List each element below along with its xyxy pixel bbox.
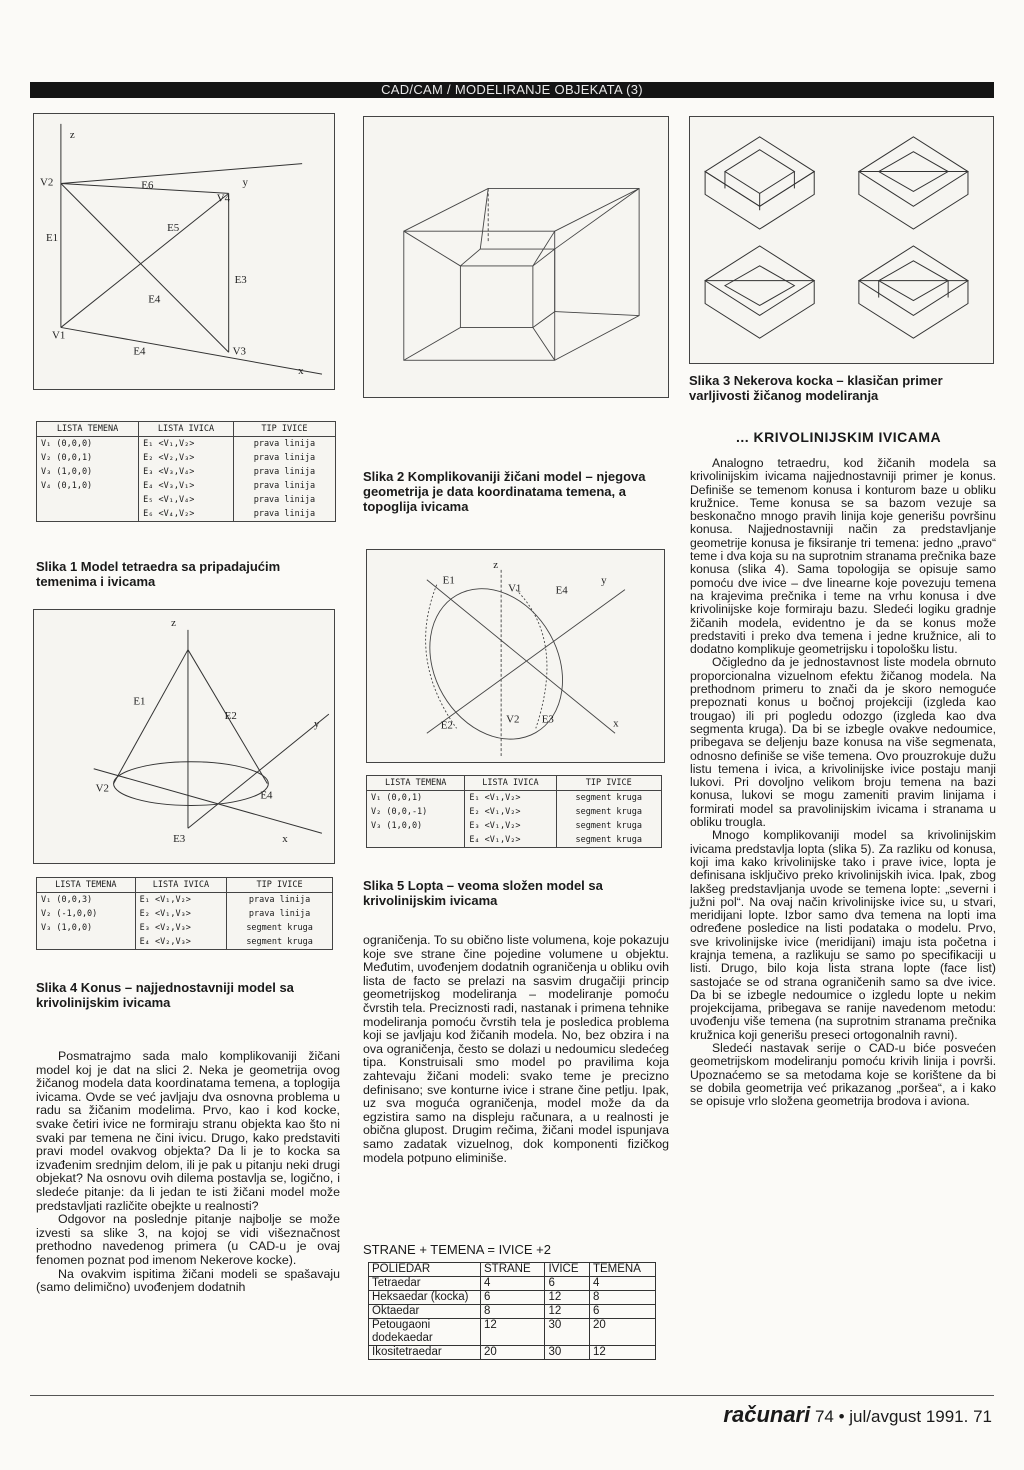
col-header: LISTA TEMENA bbox=[37, 878, 136, 893]
footer-rule bbox=[30, 1395, 994, 1396]
table-cell: prava linija bbox=[227, 893, 333, 908]
label-e3: E3 bbox=[173, 833, 186, 846]
label-e6: E6 bbox=[141, 179, 154, 192]
label-e3: E3 bbox=[541, 713, 554, 726]
label-e2: E2 bbox=[440, 719, 453, 732]
figure-1-caption: Slika 1 Model tetraedra sa pripadajućim temenima i ivicama bbox=[36, 559, 281, 589]
label-e4: E4 bbox=[555, 584, 568, 597]
table-cell: prava linija bbox=[233, 465, 335, 479]
table-cell: Ikositetraedar bbox=[369, 1346, 481, 1360]
table-cell: segment kruga bbox=[227, 921, 333, 935]
label-v2: V2 bbox=[40, 176, 54, 189]
label-x: x bbox=[613, 717, 619, 730]
table-cell: E₄ <V₁,V₂> bbox=[465, 833, 556, 848]
table-row bbox=[37, 479, 336, 493]
table-row bbox=[37, 493, 336, 507]
issue-info: 74 • jul/avgust 1991. 71 bbox=[814, 1407, 992, 1426]
paragraph: Očigledno da je jednostavnost liste modela obrnuto proporcionalna vizuelnom efektu žičanog modela. Na prethodnom primeru to znači da je skoro nemoguće prepoznati konus u bočnoj projekciji (izgleda kao trougao) ili pri pogledu odozgo (izgleda kao dva segmenta kruga). Da bi se izbegle ovakve nedoumice, pribegava se deljenju baze konusa na više segmenata, odnosno definiše se više temena. Ovo prouzrokuje dužu listu temena i ivica, a krivolinijske ivice postaju manji lukovi. Pri dovoljno velikom broju temena na bazi konusa, lukovi se mogu zameniti pravim linijama i formirati model sa pravolinijskim ivicama i stranama u obliku trougla. bbox=[690, 655, 996, 830]
table-cell: E₁ <V₁,V₂> bbox=[135, 893, 226, 908]
col-header: LISTA IVICA bbox=[135, 878, 226, 893]
label-v2: V2 bbox=[506, 713, 520, 726]
col-header: TIP IVICE bbox=[227, 878, 333, 893]
figure-5-table bbox=[366, 775, 662, 848]
paragraph: ograničenja. To su obično liste volumena, koje pokazuju koje sve strane čine pojedine volumene u objektu. Međutim, uvođenjem dodatnih ograničenja u obliku ovih lista de facto se prelazi na sasvim drugačiji princip geometrijskog modeliranja – modeliranje pomoću čvrstih tela. Preciznosti radi, nastanak i primena tehnike modeliranja pomoću čvrstih tela je posledica problema koji se javljaju kod žičanih modela. No, bez obzira i na ova ograničenja, često se dolazi u nedoumicu sledećeg tipa. Konstruisali smo model po pravilima koja zahtevaju žičani modeli: svako teme je precizno definisano; sve konturne ivice i strane čine petlju. Ipak, uz sva moguća ograničenja, model može da da egzistira samo na displeju računara, a u realnosti je obična glupost. Drugim rečima, žičani model ispunjava samo zadatak vizuelnog, dok komponenti fizičkog modela potpuno eliminiše. bbox=[363, 933, 669, 1165]
label-y: y bbox=[601, 574, 607, 587]
label-y: y bbox=[313, 718, 320, 731]
table-cell: V₂ (-1,0,0) bbox=[37, 907, 136, 921]
label-e4-diagonal: E4 bbox=[148, 293, 161, 306]
col-header: LISTA TEMENA bbox=[37, 422, 139, 437]
table-cell: 8 bbox=[589, 1291, 655, 1305]
figure-3-caption: Slika 3 Nekerova kocka – klasičan primer varljivosti žičanog modeliranja bbox=[689, 373, 943, 403]
figure-5-sphere bbox=[366, 549, 665, 763]
paragraph: Analogno tetraedru, kod žičanih modela sa krivolinijskim ivicama najjednostavniji primer je konus. Definiše se temenom konusa i konturom baze u obliku kružnice. Teme konusa se sa bazom vezuje sa beskonačno mnogo pravih linija koje generišu površinu konusa. Najjednostavniji način za predstavljanje geometrije konusa je fiksiranje tri temena: jedno „pravo“ teme i dva koja su na suprotnim stranama prečnika baze konusa (slika 4). Sama topologija se opisuje samo pomoću dve ivice – dve linearne koje povezuju temena na krajevima prečnika i teme na vrhu konusa i dve krivolinijske koje formiraju bazu. Sledeći logiku gradnje žičanih modela, evidentno je da se konus može predstaviti i preko dva temena i jedne kružnice, ali to dodatno komplikuje geometrijsku i topološku listu. bbox=[690, 456, 996, 657]
table-cell: E₁ <V₁,V₂> bbox=[139, 437, 234, 452]
table-cell: E₃ <V₁,V₂> bbox=[465, 819, 556, 833]
polyhedra-table bbox=[368, 1262, 656, 1360]
figure-5-caption: Slika 5 Lopta – veoma složen model sa krivolinijskim ivicama bbox=[363, 878, 603, 908]
label-e3: E3 bbox=[234, 273, 247, 286]
table-cell: V₃ (1,0,0) bbox=[367, 819, 465, 833]
label-v3: V3 bbox=[232, 345, 246, 358]
table-row bbox=[37, 893, 333, 908]
figure-3-necker-cubes bbox=[689, 116, 994, 364]
table-row bbox=[367, 805, 662, 819]
paragraph: Mnogo komplikovaniji model sa krivolinijskim ivicama predstavlja lopta (slika 5). Za razliku od konusa, koji ima kako krivolinijske tako i prave ivice, lopta je definisana isključivo preko krivolinijskih ivica. Ipak, zbog lakšeg predstavljanja uvode se temena lopte: „severni i južni pol“. Na ovaj način krivolinijske ivice su, u stvari, meridijani lopte. Izbor samo dva temena na lopti ima određene posledice na listi podataka o modelu. Prvo, sve krivolinijske ivice (meridijani) imaju ista početna i krajnja temena, a razlikuju se samo po specifikaciji u listi. Drugo, bilo koja lista strana lopte (face list) sastojaće se od strana ograničenih samo sa dve ivice. Da bi se izbegle nedoumice o izgledu lopte u nekim projekcijama, pribegava se ranije navedenom metodu: uvođenju više temena (na suprotnim stranama prečnika kružnica koji generišu preseci ortogonalnih ravni). bbox=[690, 828, 996, 1042]
table-cell: 12 bbox=[481, 1319, 545, 1346]
table-cell: 6 bbox=[589, 1305, 655, 1319]
table-cell: segment kruga bbox=[556, 791, 662, 806]
table-row bbox=[37, 921, 333, 935]
label-e2: E2 bbox=[224, 710, 237, 723]
paragraph: Sledeći nastavak serije o CAD-u biće posvećen geometrijskom modeliranju pomoću krivih linija i površi. Upoznaćemo se sa metodama koje se korištene da bi se dobila geometrija već prikazanog „poršea“, a i kako se opisuje vrlo složena geometrija brodova i aviona. bbox=[690, 1041, 996, 1109]
table-cell: prava linija bbox=[233, 493, 335, 507]
table-cell: 12 bbox=[545, 1291, 590, 1305]
table-cell: V₃ (1,0,0) bbox=[37, 465, 139, 479]
col-header: LISTA TEMENA bbox=[367, 776, 465, 791]
necker-cubes-drawing bbox=[690, 117, 993, 363]
table-cell: V₂ (0,0,1) bbox=[37, 451, 139, 465]
table-cell: V₁ (0,0,1) bbox=[367, 791, 465, 806]
col-header: LISTA IVICA bbox=[139, 422, 234, 437]
table-cell: 30 bbox=[545, 1346, 590, 1360]
label-z: z bbox=[69, 128, 75, 141]
table-row bbox=[369, 1291, 656, 1305]
wireframe-drawing bbox=[364, 117, 668, 397]
label-x: x bbox=[298, 365, 304, 378]
table-row bbox=[37, 437, 336, 452]
paragraph: Na ovakvim ispitima žičani modeli se spašavaju (samo delimično) uvođenjem dodatnih bbox=[36, 1266, 340, 1295]
table-row bbox=[37, 451, 336, 465]
label-e1: E1 bbox=[133, 695, 146, 708]
table-cell: Oktaedar bbox=[369, 1305, 481, 1319]
figure-2-wireframe bbox=[363, 116, 669, 398]
table-row bbox=[369, 1277, 656, 1291]
table-cell: E₃ <V₃,V₄> bbox=[139, 465, 234, 479]
table-row bbox=[37, 465, 336, 479]
column-1-text bbox=[36, 1050, 340, 1295]
col-header: POLIEDAR bbox=[369, 1263, 481, 1277]
column-2-text bbox=[363, 934, 669, 1165]
col-header: LISTA IVICA bbox=[465, 776, 556, 791]
paragraph: Odgovor na poslednje pitanje najbolje se može izvesti sa slike 3, na kojoj se vidi višeznačnost prethodno navedenog primera (u CAD-u je ovaj fenomen poznat pod imenom Nekerove kocke). bbox=[36, 1212, 340, 1267]
table-cell: E₃ <V₂,V₃> bbox=[135, 921, 226, 935]
label-x: x bbox=[282, 833, 288, 846]
table-cell: V₁ (0,0,0) bbox=[37, 437, 139, 452]
table-cell: E₂ <V₁,V₃> bbox=[135, 907, 226, 921]
col-header: TIP IVICE bbox=[556, 776, 662, 791]
col-header: TEMENA bbox=[589, 1263, 655, 1277]
table-cell: prava linija bbox=[227, 907, 333, 921]
table-cell: prava linija bbox=[233, 507, 335, 522]
table-cell: segment kruga bbox=[227, 935, 333, 950]
page-footer bbox=[723, 1402, 992, 1428]
table-cell: E₄ <V₃,V₁> bbox=[139, 479, 234, 493]
label-e4-base: E4 bbox=[133, 345, 146, 358]
label-v1: V1 bbox=[51, 329, 66, 342]
table-cell: 30 bbox=[545, 1319, 590, 1346]
figure-4-table bbox=[36, 877, 333, 950]
figure-2-caption: Slika 2 Komplikovaniji žičani model – njegova geometrija je data koordinatama temena, a topoglija ivicama bbox=[363, 469, 646, 514]
table-row bbox=[369, 1319, 656, 1346]
table-cell: 6 bbox=[481, 1291, 545, 1305]
table-cell bbox=[37, 507, 139, 522]
label-z: z bbox=[171, 616, 176, 629]
figure-4-caption: Slika 4 Konus – najjednostavniji model sa krivolinijskim ivicama bbox=[36, 980, 294, 1010]
label-v2: V2 bbox=[95, 782, 110, 795]
table-row bbox=[37, 935, 333, 950]
table-row bbox=[367, 833, 662, 848]
figure-4-cone bbox=[33, 609, 335, 864]
table-row bbox=[369, 1305, 656, 1319]
table-cell: E₂ <V₁,V₂> bbox=[465, 805, 556, 819]
table-cell: E₄ <V₂,V₃> bbox=[135, 935, 226, 950]
table-cell: E₆ <V₄,V₂> bbox=[139, 507, 234, 522]
table-cell: 12 bbox=[589, 1346, 655, 1360]
section-heading: ... KRIVOLINIJSKIM IVICAMA bbox=[736, 429, 942, 445]
table-cell: Heksaedar (kocka) bbox=[369, 1291, 481, 1305]
label-e5: E5 bbox=[167, 222, 180, 235]
table-cell: 6 bbox=[545, 1277, 590, 1291]
tetrahedron-drawing bbox=[34, 114, 334, 389]
label-y: y bbox=[242, 176, 249, 189]
table-cell: 8 bbox=[481, 1305, 545, 1319]
col-header: TIP IVICE bbox=[233, 422, 335, 437]
label-v1: V1 bbox=[508, 582, 522, 595]
figure-1-table bbox=[36, 421, 336, 522]
table-cell: segment kruga bbox=[556, 833, 662, 848]
table-cell: E₁ <V₁,V₂> bbox=[465, 791, 556, 806]
section-banner: CAD/CAM / MODELIRANJE OBJEKATA (3) bbox=[30, 82, 994, 98]
label-v4: V4 bbox=[216, 192, 231, 205]
paragraph: Posmatrajmo sada malo komplikovaniji žičani model koj je dat na slici 2. Neka je geometrija ovog žičanog modela data koordinatama temena, a toplogija ivicama. Ovde se već javljaju dva osnovna problema u radu sa žičanim modelima. Prvo, kao i kod kocke, svake četiri ivice ne formiraju stranu objekta kao što ni svaki par temena ne čini ivicu. Drugo, kako predstaviti pravi model ovakvog objekta? Da li je to kocka sa izvađenim srednjim delom, ili je pak u pitanju neki drugi objekat? Na osnovu ovih dilema postavlja se, logično, i sledeće pitanje: da li jedan te isti žičani model može predstavljati različite obejkte u realnosti? bbox=[36, 1049, 340, 1213]
table-cell: segment kruga bbox=[556, 819, 662, 833]
table-cell: V₂ (0,0,-1) bbox=[367, 805, 465, 819]
table-row bbox=[37, 907, 333, 921]
cone-drawing bbox=[34, 610, 334, 863]
table-cell: 20 bbox=[481, 1346, 545, 1360]
col-header: STRANE bbox=[481, 1263, 545, 1277]
sphere-drawing bbox=[367, 550, 664, 762]
table-cell: 4 bbox=[589, 1277, 655, 1291]
table-cell: E₂ <V₂,V₃> bbox=[139, 451, 234, 465]
column-3-text bbox=[690, 457, 996, 1109]
table-cell: segment kruga bbox=[556, 805, 662, 819]
table-cell: Petougaoni dodekaedar bbox=[369, 1319, 481, 1346]
table-cell bbox=[37, 493, 139, 507]
table-cell bbox=[367, 833, 465, 848]
table-cell: E₅ <V₁,V₄> bbox=[139, 493, 234, 507]
label-e1: E1 bbox=[46, 232, 59, 245]
figure-1-tetrahedron bbox=[33, 113, 335, 390]
table-cell: 12 bbox=[545, 1305, 590, 1319]
table-cell: V₃ (1,0,0) bbox=[37, 921, 136, 935]
table-cell: prava linija bbox=[233, 479, 335, 493]
table-row bbox=[37, 507, 336, 522]
table-cell: 20 bbox=[589, 1319, 655, 1346]
table-row bbox=[369, 1346, 656, 1360]
table-row bbox=[367, 791, 662, 806]
label-e4: E4 bbox=[260, 789, 273, 802]
label-e1: E1 bbox=[442, 574, 455, 587]
magazine-logo: računari bbox=[723, 1402, 811, 1427]
table-cell: prava linija bbox=[233, 451, 335, 465]
table-cell: V₄ (0,1,0) bbox=[37, 479, 139, 493]
col-header: IVICE bbox=[545, 1263, 590, 1277]
table-row bbox=[367, 819, 662, 833]
table-cell: 4 bbox=[481, 1277, 545, 1291]
table-cell: Tetraedar bbox=[369, 1277, 481, 1291]
label-z: z bbox=[493, 558, 499, 571]
table-cell bbox=[37, 935, 136, 950]
table-cell: prava linija bbox=[233, 437, 335, 452]
euler-formula: STRANE + TEMENA = IVICE +2 bbox=[363, 1242, 551, 1257]
table-cell: V₁ (0,0,3) bbox=[37, 893, 136, 908]
